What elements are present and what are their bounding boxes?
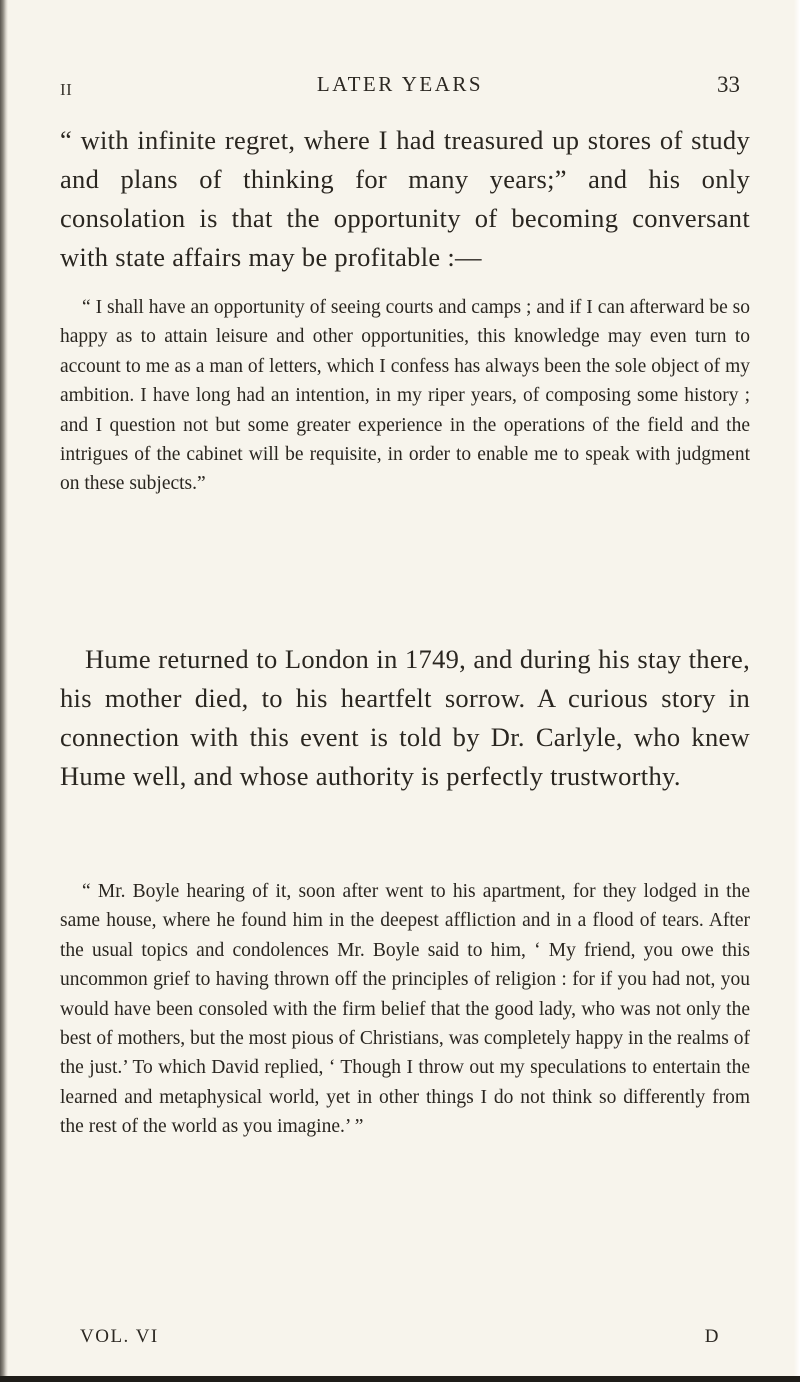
binding-gutter (0, 0, 8, 1382)
block-quote-1: “ I shall have an opportunity of seeing courts and camps ; and if I can afterward be so happy as to attain leisure and other opportunities, this knowledge may even turn to account to me as a man of letters, which I confess has always been the sole object of my ambition. I have long had an intention, in my riper years, of composing some history ; and I question not but some greater experience in the operations of the field and the intrigues of the cabinet will be requisite, in order to enable me to speak with judgment on these subjects.” (60, 297, 750, 495)
body-paragraph-1: “ with infinite regret, where I had treasured up stores of study and plans of thinking for many years;” and his only consolation is that the opportunity of becoming conversant with state affairs may be profitable :— (60, 125, 750, 272)
page-right-edge (794, 0, 800, 1382)
bottom-edge-rule (0, 1376, 800, 1382)
running-title: LATER YEARS (316, 72, 484, 96)
volume-label: VOL. VI (80, 1326, 159, 1347)
block-quote-2: “ Mr. Boyle hearing of it, soon after went to his apartment, for they lodged in the same house, where he found him in the deepest affliction and in a flood of tears. After the usual topics and condolences Mr. Boyle said to him, ‘ My friend, you owe this uncommon grief to having thrown off the principles of religion : for if you had not, you would have been consoled with the firm belief that the good lady, who was not only the best of mothers, but the most pious of Christians, was completely happy in the realms of the just.’ To which David replied, ‘ Though I throw out my speculations to entertain the learned and metaphysical world, yet in other things I do not think so differently from the rest of the world as you imagine.’ ” (60, 881, 750, 1138)
page-footer (80, 1326, 720, 1356)
header-signature-mark: II (60, 80, 73, 99)
signature-letter: D (704, 1326, 720, 1347)
page-number: 33 (717, 72, 740, 97)
body-paragraph-2: Hume returned to London in 1749, and during his stay there, his mother died, to his heartfelt sorrow. A curious story in connection with this event is told by Dr. Carlyle, who knew Hume well, and whose authority is perfectly trustworthy. (60, 644, 750, 791)
running-header (60, 72, 740, 106)
